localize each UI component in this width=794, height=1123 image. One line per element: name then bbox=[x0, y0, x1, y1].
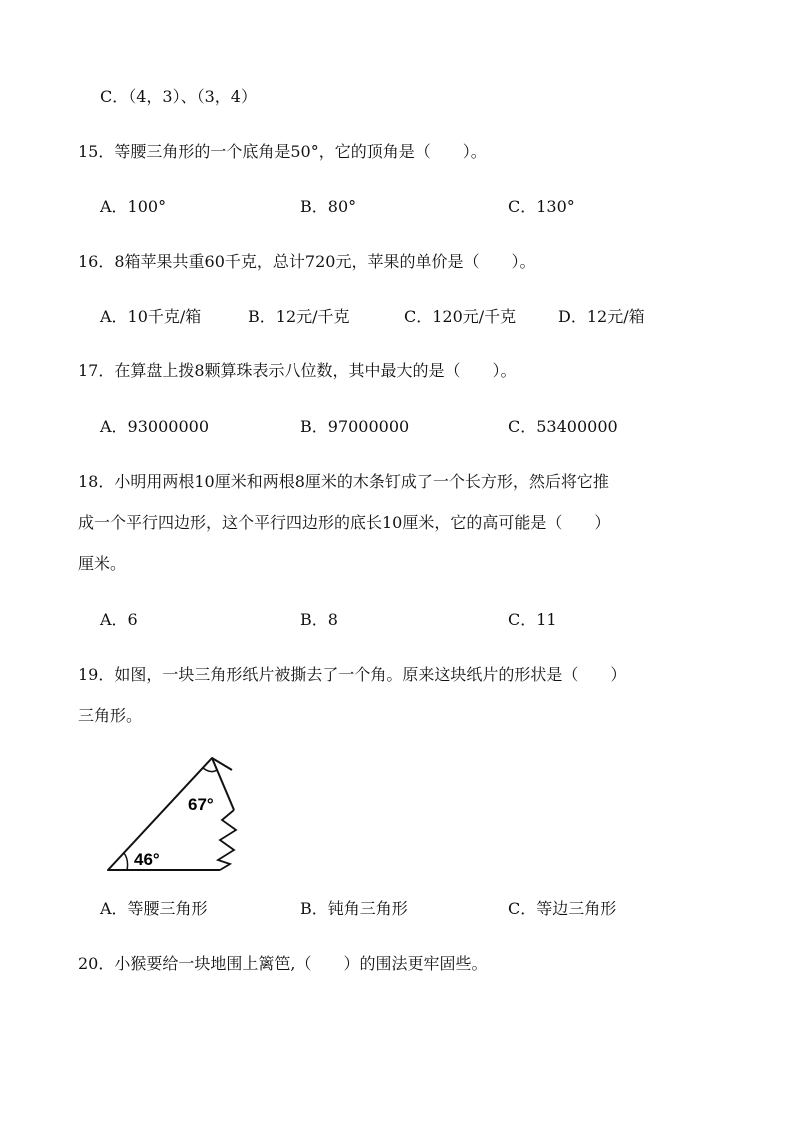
q17-option-a: A．93000000 bbox=[100, 417, 209, 436]
torn-triangle-figure bbox=[100, 752, 260, 877]
q18-stem-line-3: 厘米。 bbox=[78, 554, 127, 573]
q15-stem: 15．等腰三角形的一个底角是50°，它的顶角是（ ）。 bbox=[78, 142, 487, 161]
q16-option-a: A．10千克/箱 bbox=[100, 307, 202, 326]
q16-option-d: D．12元/箱 bbox=[558, 307, 645, 326]
q19-option-c: C．等边三角形 bbox=[508, 899, 617, 918]
q15-option-a: A．100° bbox=[100, 197, 167, 216]
q17-stem: 17．在算盘上拨8颗算珠表示八位数，其中最大的是（ ）。 bbox=[78, 361, 517, 380]
q19-stem-line-1: 19．如图，一块三角形纸片被撕去了一个角。原来这块纸片的形状是（ ） bbox=[78, 665, 627, 684]
q16-option-b: B．12元/千克 bbox=[248, 307, 350, 326]
top-angle-arc bbox=[203, 768, 217, 772]
angle-67-label: 67° bbox=[188, 795, 214, 814]
q20-stem: 20．小猴要给一块地围上篱笆,（ ）的围法更牢固些。 bbox=[78, 954, 488, 973]
bottom-angle-arc bbox=[124, 853, 128, 870]
torn-edge bbox=[218, 810, 236, 870]
q19-option-b: B．钝角三角形 bbox=[300, 899, 408, 918]
q16-stem: 16．8箱苹果共重60千克，总计720元，苹果的单价是（ ）。 bbox=[78, 252, 536, 271]
triangle-right-edge bbox=[212, 758, 234, 810]
q18-option-a: A．6 bbox=[100, 610, 138, 629]
q18-option-b: B．8 bbox=[300, 610, 338, 629]
q18-option-c: C．11 bbox=[508, 610, 557, 629]
q17-option-c: C．53400000 bbox=[508, 417, 618, 436]
q15-option-b: B．80° bbox=[300, 197, 357, 216]
q19-stem-line-2: 三角形。 bbox=[78, 706, 143, 725]
q18-stem-line-1: 18．小明用两根10厘米和两根8厘米的木条钉成了一个长方形，然后将它推 bbox=[78, 472, 609, 491]
q18-stem-line-2: 成一个平行四边形，这个平行四边形的底长10厘米，它的高可能是（ ） bbox=[78, 513, 611, 532]
q16-option-c: C．120元/千克 bbox=[404, 307, 517, 326]
q15-option-c: C．130° bbox=[508, 197, 575, 216]
q17-option-b: B．97000000 bbox=[300, 417, 410, 436]
triangle-outline bbox=[108, 758, 232, 870]
angle-46-label: 46° bbox=[134, 850, 160, 869]
q14-option-c: C．（4，3）、（3，4） bbox=[100, 87, 257, 106]
q19-option-a: A．等腰三角形 bbox=[100, 899, 208, 918]
